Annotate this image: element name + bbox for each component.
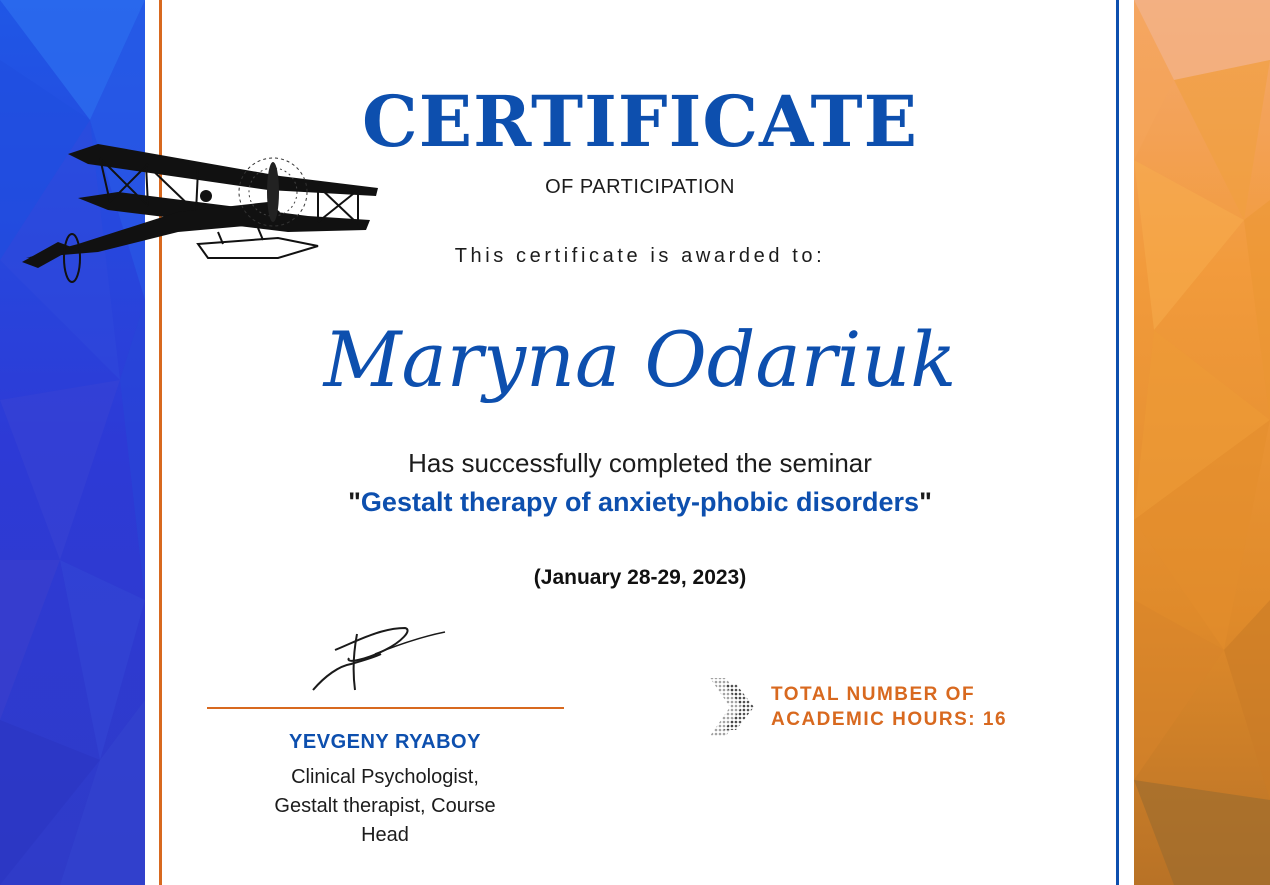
- left-border-line: [159, 0, 162, 885]
- signer-role-line: Head: [361, 824, 409, 846]
- seminar-date: (January 28-29, 2023): [533, 566, 747, 589]
- seminar-title-line: [240, 487, 1040, 518]
- signer-role-line: Gestalt therapist, Course: [274, 795, 496, 817]
- left-decorative-panel: [0, 0, 145, 885]
- seminar-title: Gestalt therapy of anxiety-phobic disorders: [360, 487, 920, 517]
- seminar-close-quote: ": [919, 487, 932, 517]
- certificate-subtitle: OF PARTICIPATION: [545, 176, 735, 198]
- seminar-open-quote: ": [348, 487, 361, 517]
- completion-text: Has successfully completed the seminar: [408, 448, 872, 478]
- signer-role-line: Clinical Psychologist,: [291, 766, 479, 788]
- certificate-title: CERTIFICATE: [362, 80, 918, 163]
- handwritten-signature: [305, 620, 455, 700]
- hours-line: TOTAL NUMBER OF: [771, 684, 976, 705]
- biplane-illustration: [18, 140, 384, 290]
- right-decorative-panel: [1134, 0, 1270, 885]
- signer-role: [235, 763, 535, 850]
- right-border-line: [1116, 0, 1119, 885]
- hours-line: ACADEMIC HOURS: 16: [771, 709, 1008, 730]
- signature-line: [207, 707, 564, 709]
- awarded-to-text: This certificate is awarded to:: [454, 245, 826, 267]
- double-chevron-right-icon: [706, 676, 758, 738]
- signer-name: YEVGENY RYABOY: [289, 731, 481, 753]
- academic-hours: [771, 682, 1091, 732]
- recipient-name: Maryna Odariuk: [323, 315, 957, 404]
